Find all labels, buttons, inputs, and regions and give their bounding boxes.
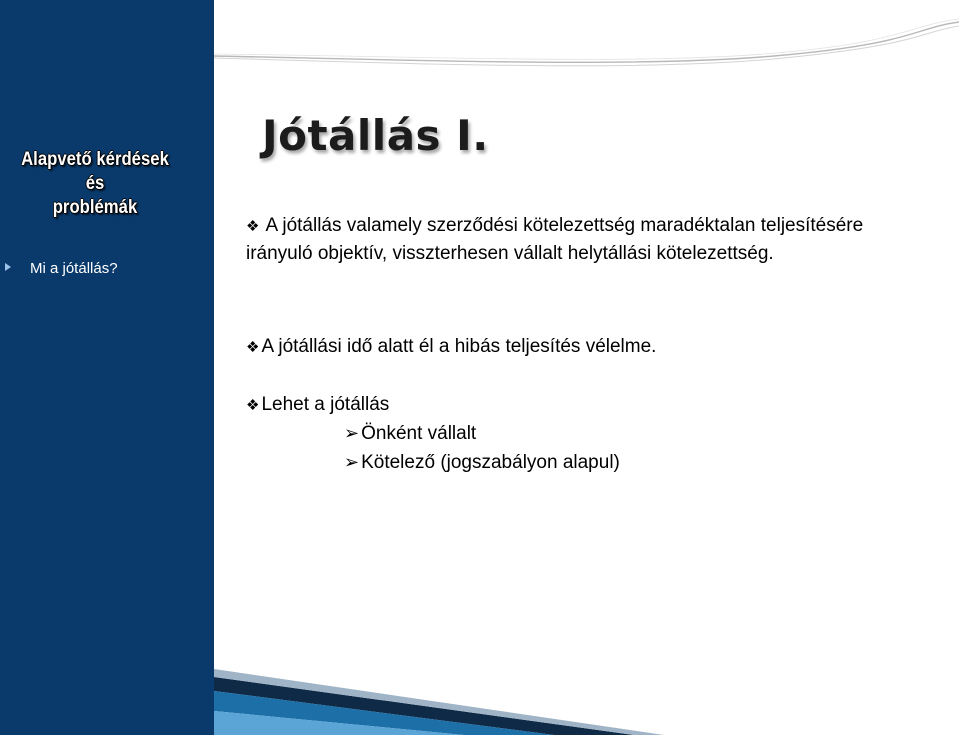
diamond-bullet-icon: ❖ — [246, 339, 260, 356]
section-heading — [11, 148, 178, 220]
section-heading-line-1: Alapvető kérdések és — [21, 149, 169, 194]
bullet-text: A jótállási idő alatt él a hibás teljesítés vélelme. — [261, 336, 657, 357]
bullet-text: Lehet a jótállás — [261, 394, 390, 415]
bullet-text: A jótállás valamely szerződési kötelezettség maradéktalan teljesítésére irányuló objektív, visszterhesen vállalt helytállási kötelezettség. — [246, 215, 864, 264]
bullet-item — [246, 333, 656, 361]
arrow-bullet-icon: ➢ — [344, 452, 360, 472]
arrow-bullet-icon: ➢ — [344, 423, 360, 443]
bullet-item — [246, 212, 926, 267]
slide-title: Jótállás I. — [262, 111, 489, 160]
sub-bullet-item — [344, 420, 476, 447]
bullet-item — [246, 391, 389, 419]
sub-bullet-text: Kötelező (jogszabályon alapul) — [361, 452, 620, 473]
decorative-bottom-stripe — [214, 655, 959, 735]
sub-bullet-text: Önként vállalt — [361, 423, 477, 444]
diamond-bullet-icon: ❖ — [246, 218, 260, 235]
sidebar-item-label: Mi a jótállás? — [30, 260, 118, 277]
section-heading-line-2: problémák — [52, 197, 138, 218]
triangle-bullet-icon — [5, 263, 11, 271]
sub-bullet-item — [344, 449, 620, 476]
diamond-bullet-icon: ❖ — [246, 397, 260, 414]
decorative-top-swoosh — [214, 18, 959, 78]
sidebar — [0, 0, 214, 735]
